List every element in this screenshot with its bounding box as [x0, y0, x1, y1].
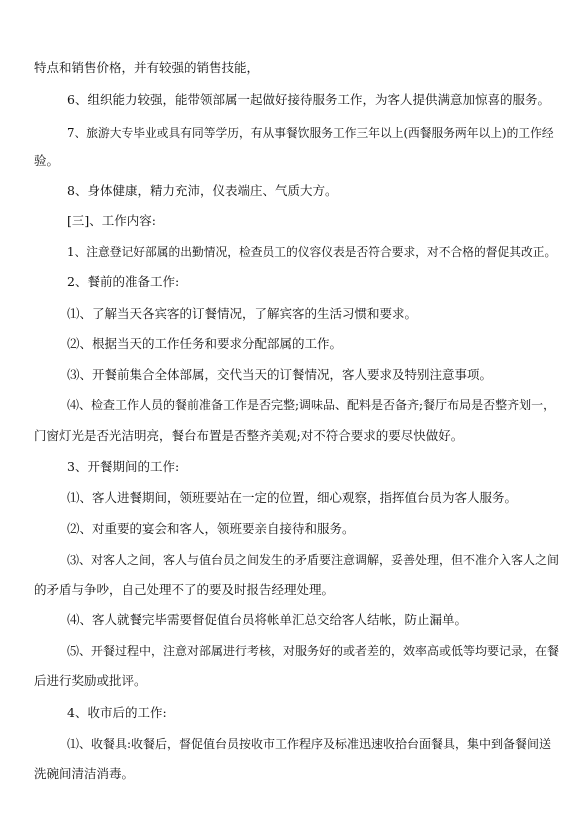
text-line: 6、组织能力较强，能带领部属一起做好接待服务工作，为客人提供满意加惊喜的服务。: [67, 92, 550, 107]
text-line: ⑸、开餐过程中，注意对部属进行考核，对服务好的或者差的，效率高或低等均要记录，在餐: [67, 644, 560, 658]
text-line: ⑴、收餐具:收餐后，督促值台员按收市工作程序及标准迅速收拾台面餐具，集中到备餐间送: [67, 737, 552, 751]
text-line: 洗碗间清洁消毒。: [34, 766, 135, 781]
subsection-heading: 2、餐前的准备工作:: [67, 274, 180, 289]
section-heading: [三]、工作内容:: [67, 213, 156, 228]
text-line: ⑵、对重要的宴会和客人，领班要亲自接待和服务。: [67, 521, 355, 536]
text-line: ⑷、检查工作人员的餐前准备工作是否完整;调味品、配料是否备齐;餐厅布局是否整齐划一，: [67, 398, 556, 412]
subsection-heading: 4、收市后的工作:: [67, 705, 167, 720]
text-line: 验。: [34, 153, 60, 168]
text-line: 7、旅游大专毕业或具有同等学历，有从事餐饮服务工作三年以上(西餐服务两年以上)的工作经: [67, 126, 554, 140]
text-line: 门窗灯光是否光洁明亮，餐台布置是否整齐美观;对不符合要求的要尽快做好。: [34, 428, 464, 443]
text-line: 的矛盾与争吵，自己处理不了的要及时报告经理处理。: [34, 582, 335, 597]
text-line: 1、注意登记好部属的出勤情况，检查员工的仪容仪表是否符合要求，对不合格的督促其改正。: [67, 245, 557, 259]
text-line: ⑴、客人进餐期间，领班要站在一定的位置，细心观察，指挥值台员为客人服务。: [67, 490, 518, 505]
text-line: ⑵、根据当天的工作任务和要求分配部属的工作。: [67, 336, 343, 351]
text-line: 特点和销售价格，并有较强的销售技能，: [34, 60, 260, 75]
text-line: 8、身体健康，精力充沛，仪表端庄、气质大方。: [67, 183, 338, 198]
text-line: ⑴、了解当天各宾客的订餐情况，了解宾客的生活习惯和要求。: [67, 306, 418, 321]
text-line: 后进行奖励或批评。: [34, 673, 147, 688]
text-line: ⑷、客人就餐完毕需要督促值台员将帐单汇总交给客人结帐，防止漏单。: [67, 612, 468, 627]
subsection-heading: 3、开餐期间的工作:: [67, 459, 180, 474]
text-line: ⑶、对客人之间，客人与值台员之间发生的矛盾要注意调解，妥善处理，但不准介入客人之间: [67, 553, 560, 567]
text-line: ⑶、开餐前集合全体部属，交代当天的订餐情况，客人要求及特别注意事项。: [67, 367, 493, 382]
